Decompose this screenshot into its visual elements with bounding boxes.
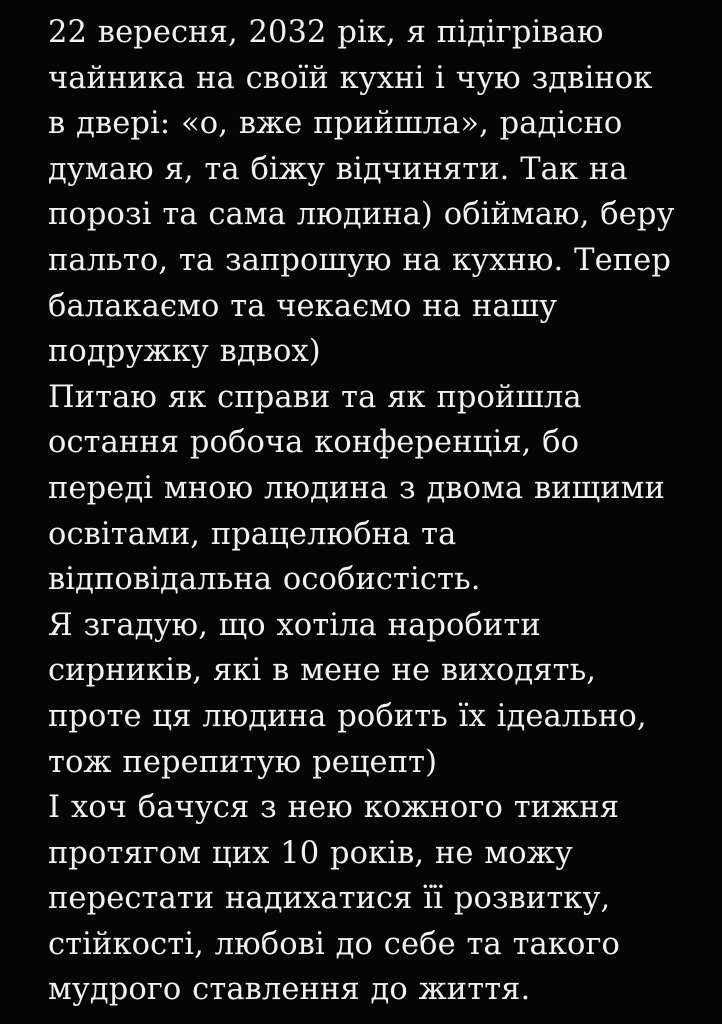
story-paragraph-2: Питаю як справи та як пройшла остання робоча конференція, бо переді мною людина з двома вищими освітами, працелюбна та відповідальна особистість. (48, 379, 676, 598)
story-text-block (48, 10, 686, 1013)
story-paragraph-1: 22 вересня, 2032 рік, я підігріваю чайника на своїй кухні і чую здвінок в двері: «о, вже прийшла», радісно думаю я, та біжу відчиняти. Так на порозі та сама людина) обіймаю, беру пальто, та запрошую на кухню. Тепер балакаємо та чекаємо на нашу подружку вдвох) (48, 15, 686, 370)
story-paragraph-3: Я згадую, що хотіла наробити сирників, які в мене не виходять, проте ця людина робить їх ідеально, тож перепитую рецепт) (48, 607, 658, 780)
story-paragraph-4: І хоч бачуся з нею кожного тижня протягом цих 10 років, не можу перестати надихатися її розвитку, стійкості, любові до себе та такого мудрого ставлення до життя. (48, 790, 631, 1008)
